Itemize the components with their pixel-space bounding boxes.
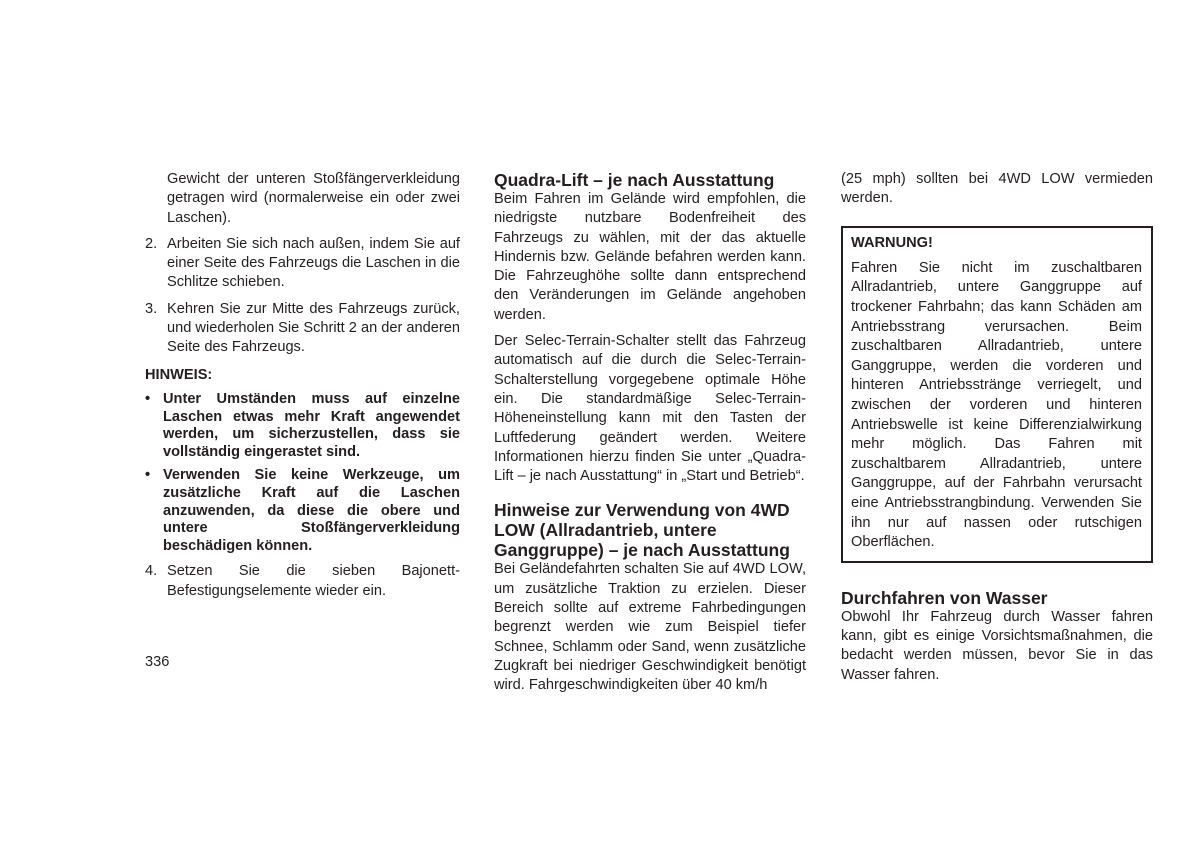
note-heading: HINWEIS: (145, 366, 213, 383)
paragraph: Obwohl Ihr Fahrzeug durch Wasser fahren kann, gibt es einige Vorsichtsmaßnahmen, die bedacht werden müssen, bevor Sie in das Wasser fahren. (841, 608, 1153, 683)
list-item-step-4 (145, 562, 460, 601)
page-number: 336 (145, 654, 170, 670)
note-text: Unter Umständen muss auf einzelne Laschen etwas mehr Kraft angewendet werden, um sicherzustellen, dass sie vollständig eingerastet sind. (163, 390, 460, 460)
paragraph: Der Selec-Terrain-Schalter stellt das Fahrzeug automatisch auf die durch die Selec-Terrain-Schalterstellung vorgegebene optimale Höhe ein. Die standardmäßige Selec-Terrain-Höheneinstellung kann mit den Tasten der Luftfederung geändert werden. Weitere Informationen hierzu finden Sie unter „Quadra-Lift – je nach Ausstattung“ in „Start und Betrieb“. (494, 333, 806, 485)
paragraph: Beim Fahren im Gelände wird empfohlen, die niedrigste nutzbare Bodenfreiheit des Fahrzeugs zu wählen, mit der das aktuelle Hindernis bzw. Gelände befahren werden kann. Die Fahrzeughöhe sollte dann entsprechend den Veränderungen im Gelände angehoben werden. (494, 191, 806, 323)
section-heading-4wd-low: Hinweise zur Verwendung von 4WD LOW (Allradantrieb, untere Ganggruppe) – je nach Ausstattung (494, 500, 790, 561)
warning-box (841, 226, 1153, 563)
list-item-step-3 (145, 300, 460, 358)
step-number: 3. (145, 300, 158, 317)
list-item-step-2 (145, 235, 460, 293)
note-item (145, 467, 460, 555)
right-column (841, 170, 1153, 685)
step-number: 2. (145, 235, 158, 252)
step-number: 4. (145, 563, 158, 580)
note-item (145, 391, 460, 461)
intro-paragraph: Gewicht der unteren Stoßfängerverkleidung getragen wird (normalerweise ein oder zwei Laschen). (167, 171, 460, 226)
note-text: Verwenden Sie keine Werkzeuge, um zusätzliche Kraft auf die Laschen anzuwenden, da diese die obere und untere Stoßfängerverkleidung beschädigen können. (163, 467, 460, 554)
bullet-icon: • (145, 467, 151, 484)
paragraph: Bei Geländefahrten schalten Sie auf 4WD LOW, um zusätzliche Traktion zu erzielen. Dieser Bereich sollte auf extreme Fahrbedingungen begrenzt werden wie zum Beispiel tiefer Schnee, Schlamm oder Sand, wenn zusätzliche Zugkraft bei niedriger Geschwindigkeit benötigt wird. Fahrgeschwindigkeiten über 40 km/h (494, 561, 806, 694)
step-text: Arbeiten Sie sich nach außen, indem Sie auf einer Seite des Fahrzeugs die Laschen in die Schlitze schieben. (167, 235, 460, 291)
section-heading-water: Durchfahren von Wasser (841, 587, 1048, 608)
step-text: Setzen Sie die sieben Bajonett-Befestigungselemente wieder ein. (167, 563, 460, 599)
left-column (145, 170, 460, 601)
bullet-icon: • (145, 390, 151, 407)
warning-title: WARNUNG! (851, 234, 933, 251)
step-text: Kehren Sie zur Mitte des Fahrzeugs zurück, und wiederholen Sie Schritt 2 an der anderen Seite des Fahrzeugs. (167, 300, 460, 356)
middle-column (494, 170, 806, 696)
warning-text: Fahren Sie nicht im zuschaltbaren Allradantrieb, untere Ganggruppe auf trockener Fahrbahn; das kann Schäden am Antriebsstrang verursachen. Beim zuschaltbaren Allradantrieb, untere Ganggruppe, werden die vorderen und hinteren Antriebsstränge verriegelt, und zwischen der vorderen und hinteren Antriebswelle ist keine Differenzialwirkung mehr möglich. Das Fahren mit zuschaltbarem Allradantrieb, untere Ganggruppe, auf der Fahrbahn verursacht eine Antriebsstrangbindung. Verwenden Sie ihn nur auf nassen oder rutschigen Oberflächen. (851, 259, 1142, 551)
section-heading-quadra-lift: Quadra-Lift – je nach Ausstattung (494, 170, 775, 190)
continued-paragraph: (25 mph) sollten bei 4WD LOW vermieden werden. (841, 171, 1153, 207)
